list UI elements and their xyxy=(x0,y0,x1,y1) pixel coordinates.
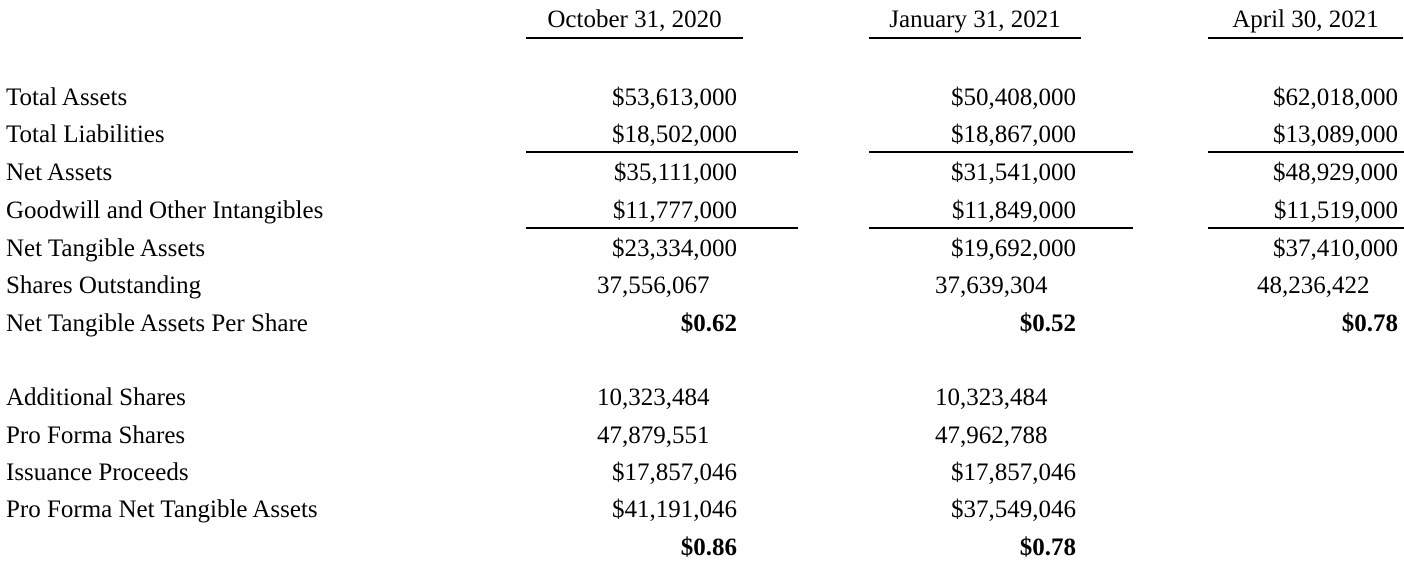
table-cell: $17,857,046 xyxy=(612,459,737,486)
row-label-total-liabilities: Total Liabilities xyxy=(6,121,165,148)
table-cell: $23,334,000 xyxy=(612,235,737,262)
cell-value: 48,236,422 xyxy=(1257,272,1370,299)
table-cell: $11,777,000 xyxy=(612,197,737,224)
subtotal-rule xyxy=(869,151,1133,153)
table-cell: $18,502,000 xyxy=(612,121,737,148)
row-label-nta-per-share: Net Tangible Assets Per Share xyxy=(6,310,308,337)
table-cell: $35,111,000 xyxy=(613,159,737,186)
table-cell: $0.52 xyxy=(1019,310,1076,337)
row-label-pro-forma-shares: Pro Forma Shares xyxy=(6,422,186,449)
table-cell: $62,018,000 xyxy=(1273,84,1398,111)
cell-value: 37,556,067 xyxy=(597,272,710,299)
table-cell: 10,323,484 xyxy=(935,384,1048,411)
table-cell: $50,408,000 xyxy=(951,84,1076,111)
table-cell: $11,519,000 xyxy=(1273,197,1398,224)
column-header-jan-2021: January 31, 2021 xyxy=(889,6,1061,33)
table-cell: 47,962,788 xyxy=(935,422,1048,449)
table-cell: $0.62 xyxy=(680,310,737,337)
row-label-goodwill: Goodwill and Other Intangibles xyxy=(6,197,324,224)
table-cell: $0.78 xyxy=(1019,534,1076,561)
table-cell: $31,541,000 xyxy=(951,159,1076,186)
header-underline xyxy=(526,37,743,39)
header-underline xyxy=(869,37,1081,39)
subtotal-rule xyxy=(1208,227,1404,229)
row-label-net-tangible-assets: Net Tangible Assets xyxy=(6,235,206,262)
table-cell: $17,857,046 xyxy=(951,459,1076,486)
table-cell: $0.86 xyxy=(680,534,737,561)
header-underline xyxy=(1208,37,1403,39)
table-cell: $11,849,000 xyxy=(951,197,1076,224)
row-label-shares-outstanding: Shares Outstanding xyxy=(6,272,202,299)
table-cell: $13,089,000 xyxy=(1273,121,1398,148)
table-cell: $19,692,000 xyxy=(951,235,1076,262)
subtotal-rule xyxy=(526,227,798,229)
row-label-pro-forma-nta: Pro Forma Net Tangible Assets xyxy=(6,496,318,523)
table-cell: $37,410,000 xyxy=(1273,235,1398,262)
table-cell: 47,879,551 xyxy=(597,422,710,449)
row-label-additional-shares: Additional Shares xyxy=(6,384,186,411)
subtotal-rule xyxy=(1208,151,1404,153)
row-label-net-assets: Net Assets xyxy=(6,159,113,186)
table-cell: $53,613,000 xyxy=(612,84,737,111)
table-cell: 10,323,484 xyxy=(597,384,710,411)
row-label-issuance-proceeds: Issuance Proceeds xyxy=(6,459,189,486)
table-cell: $18,867,000 xyxy=(951,121,1076,148)
table-cell: $0.78 xyxy=(1341,310,1398,337)
column-header-oct-2020: October 31, 2020 xyxy=(547,6,722,33)
column-header-apr-2021: April 30, 2021 xyxy=(1232,6,1379,33)
table-cell xyxy=(869,271,1133,301)
table-cell xyxy=(526,271,798,301)
subtotal-rule xyxy=(869,227,1133,229)
table-cell: $37,549,046 xyxy=(951,496,1076,523)
table-cell: $41,191,046 xyxy=(612,496,737,523)
table-cell: $48,929,000 xyxy=(1273,159,1398,186)
subtotal-rule xyxy=(526,151,798,153)
table-cell xyxy=(1208,271,1404,301)
row-label-total-assets: Total Assets xyxy=(6,84,128,111)
cell-value: 37,639,304 xyxy=(935,272,1048,299)
